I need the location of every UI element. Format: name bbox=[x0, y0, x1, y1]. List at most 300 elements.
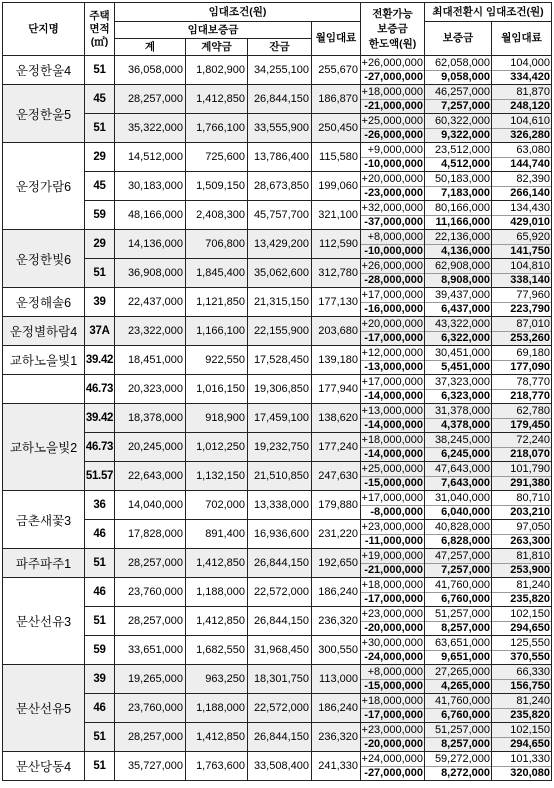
rent-after-increase: 102,150 bbox=[492, 723, 551, 738]
monthly-rent-cell: 177,130 bbox=[312, 288, 361, 317]
deposit-after-decrease: 7,643,000 bbox=[441, 477, 490, 490]
convertible-limit-increase: +12,000,000 bbox=[361, 346, 423, 359]
contract-payment-cell: 1,188,000 bbox=[186, 578, 248, 607]
convertible-limit-increase: +23,000,000 bbox=[361, 607, 423, 620]
max-conversion-deposit-cell bbox=[425, 665, 492, 694]
area-cell: 59 bbox=[85, 636, 115, 665]
deposit-after-decrease: 4,512,000 bbox=[441, 158, 490, 171]
max-conversion-deposit-cell bbox=[425, 520, 492, 549]
area-cell: 51 bbox=[85, 549, 115, 578]
convertible-limit-increase: +17,000,000 bbox=[361, 375, 423, 388]
convertible-limit-cell bbox=[361, 375, 425, 404]
monthly-rent-cell: 186,870 bbox=[312, 85, 361, 114]
rent-after-increase: 97,050 bbox=[492, 520, 551, 535]
deposit-after-decrease: 8,257,000 bbox=[441, 622, 490, 635]
contract-payment-cell: 1,682,550 bbox=[186, 636, 248, 665]
monthly-rent-cell: 115,580 bbox=[312, 143, 361, 172]
max-conversion-rent-cell bbox=[492, 56, 552, 85]
monthly-rent-cell: 231,220 bbox=[312, 520, 361, 549]
contract-payment-cell: 1,766,100 bbox=[186, 114, 248, 143]
balance-cell: 17,459,100 bbox=[248, 404, 312, 433]
max-conversion-rent-cell bbox=[492, 85, 552, 114]
deposit-total-cell: 48,166,000 bbox=[115, 201, 186, 230]
deposit-after-increase: 41,760,000 bbox=[425, 694, 491, 709]
max-conversion-deposit-cell bbox=[425, 433, 492, 462]
convertible-limit-decrease: -24,000,000 bbox=[364, 651, 423, 664]
rent-after-increase: 80,710 bbox=[492, 491, 551, 506]
rent-after-increase: 104,810 bbox=[492, 259, 551, 274]
header-rental-deposit: 임대보증금 bbox=[115, 22, 312, 39]
rent-after-decrease: 218,070 bbox=[510, 448, 550, 461]
max-conversion-deposit-cell bbox=[425, 578, 492, 607]
deposit-after-increase: 47,643,000 bbox=[425, 462, 491, 477]
deposit-after-increase: 27,265,000 bbox=[425, 665, 491, 680]
header-deposit-total: 계 bbox=[115, 39, 186, 56]
complex-name-cell bbox=[3, 375, 85, 404]
rent-after-decrease: 320,080 bbox=[510, 767, 550, 780]
max-conversion-deposit-cell bbox=[425, 346, 492, 375]
complex-name-cell: 운정한울5 bbox=[3, 85, 85, 143]
deposit-total-cell: 28,257,000 bbox=[115, 607, 186, 636]
deposit-after-increase: 50,183,000 bbox=[425, 172, 491, 187]
convertible-limit-cell bbox=[361, 172, 425, 201]
monthly-rent-cell: 192,650 bbox=[312, 549, 361, 578]
max-conversion-deposit-cell bbox=[425, 288, 492, 317]
contract-payment-cell: 725,600 bbox=[186, 143, 248, 172]
convertible-limit-decrease: -20,000,000 bbox=[364, 738, 423, 751]
contract-payment-cell: 706,800 bbox=[186, 230, 248, 259]
deposit-after-decrease: 8,908,000 bbox=[441, 274, 490, 287]
rent-after-decrease: 334,420 bbox=[510, 71, 550, 84]
convertible-limit-decrease: -11,000,000 bbox=[364, 535, 423, 548]
convertible-limit-cell bbox=[361, 143, 425, 172]
max-conversion-deposit-cell bbox=[425, 723, 492, 752]
rent-after-increase: 62,780 bbox=[492, 404, 551, 419]
convertible-limit-decrease: -10,000,000 bbox=[364, 158, 423, 171]
area-cell: 51 bbox=[85, 723, 115, 752]
rent-after-increase: 125,550 bbox=[492, 636, 551, 651]
monthly-rent-cell: 177,940 bbox=[312, 375, 361, 404]
header-max-conversion-deposit: 보증금 bbox=[425, 22, 492, 56]
max-conversion-rent-cell bbox=[492, 462, 552, 491]
max-conversion-deposit-cell bbox=[425, 172, 492, 201]
max-conversion-deposit-cell bbox=[425, 230, 492, 259]
rent-after-increase: 82,390 bbox=[492, 172, 551, 187]
area-cell: 51 bbox=[85, 114, 115, 143]
convertible-limit-decrease: -17,000,000 bbox=[364, 709, 423, 722]
rent-after-increase: 104,000 bbox=[492, 56, 551, 71]
convertible-limit-cell bbox=[361, 201, 425, 230]
convertible-limit-increase: +26,000,000 bbox=[361, 259, 423, 272]
balance-cell: 28,673,850 bbox=[248, 172, 312, 201]
max-conversion-rent-cell bbox=[492, 230, 552, 259]
complex-name-cell: 문산당동4 bbox=[3, 752, 85, 781]
rent-after-decrease: 141,750 bbox=[510, 245, 550, 258]
area-cell: 51 bbox=[85, 56, 115, 85]
contract-payment-cell: 1,412,850 bbox=[186, 549, 248, 578]
deposit-after-decrease: 4,378,000 bbox=[441, 419, 490, 432]
convertible-limit-cell bbox=[361, 607, 425, 636]
deposit-after-decrease: 6,322,000 bbox=[441, 332, 490, 345]
deposit-after-decrease: 7,183,000 bbox=[441, 187, 490, 200]
area-cell: 39.42 bbox=[85, 404, 115, 433]
rent-after-increase: 81,240 bbox=[492, 694, 551, 709]
area-cell: 51 bbox=[85, 607, 115, 636]
contract-payment-cell: 1,012,250 bbox=[186, 433, 248, 462]
rent-after-increase: 81,810 bbox=[492, 549, 551, 564]
contract-payment-cell: 2,408,300 bbox=[186, 201, 248, 230]
area-cell: 45 bbox=[85, 172, 115, 201]
header-monthly-rent: 월임대료 bbox=[312, 22, 361, 56]
convertible-limit-cell bbox=[361, 462, 425, 491]
deposit-after-increase: 39,437,000 bbox=[425, 288, 491, 303]
convertible-limit-cell bbox=[361, 665, 425, 694]
deposit-after-decrease: 6,040,000 bbox=[441, 506, 490, 519]
contract-payment-cell: 1,412,850 bbox=[186, 85, 248, 114]
monthly-rent-cell: 177,240 bbox=[312, 433, 361, 462]
convertible-limit-cell bbox=[361, 491, 425, 520]
rent-after-decrease: 266,140 bbox=[510, 187, 550, 200]
deposit-total-cell: 14,512,000 bbox=[115, 143, 186, 172]
deposit-total-cell: 20,245,000 bbox=[115, 433, 186, 462]
deposit-after-decrease: 6,437,000 bbox=[441, 303, 490, 316]
convertible-limit-cell bbox=[361, 56, 425, 85]
max-conversion-deposit-cell bbox=[425, 85, 492, 114]
contract-payment-cell: 1,188,000 bbox=[186, 694, 248, 723]
deposit-after-increase: 37,323,000 bbox=[425, 375, 491, 390]
convertible-limit-decrease: -15,000,000 bbox=[364, 477, 423, 490]
rental-conditions-table bbox=[2, 2, 552, 781]
convertible-limit-cell bbox=[361, 259, 425, 288]
deposit-total-cell: 28,257,000 bbox=[115, 85, 186, 114]
max-conversion-rent-cell bbox=[492, 114, 552, 143]
convertible-limit-increase: +19,000,000 bbox=[361, 549, 423, 562]
area-cell: 51.57 bbox=[85, 462, 115, 491]
max-conversion-deposit-cell bbox=[425, 375, 492, 404]
max-conversion-deposit-cell bbox=[425, 404, 492, 433]
convertible-limit-decrease: -26,000,000 bbox=[364, 129, 423, 142]
header-convertible-limit-line: 보증금 bbox=[377, 22, 408, 35]
max-conversion-rent-cell bbox=[492, 549, 552, 578]
deposit-after-increase: 63,651,000 bbox=[425, 636, 491, 651]
rent-after-decrease: 370,550 bbox=[510, 651, 550, 664]
balance-cell: 13,429,200 bbox=[248, 230, 312, 259]
balance-cell: 21,510,850 bbox=[248, 462, 312, 491]
rent-after-decrease: 291,380 bbox=[510, 477, 550, 490]
convertible-limit-decrease: -37,000,000 bbox=[364, 216, 423, 229]
convertible-limit-decrease: -8,000,000 bbox=[370, 506, 423, 519]
rent-after-increase: 81,870 bbox=[492, 85, 551, 100]
rent-after-decrease: 338,140 bbox=[510, 274, 550, 287]
monthly-rent-cell: 250,450 bbox=[312, 114, 361, 143]
rent-after-increase: 102,150 bbox=[492, 607, 551, 622]
convertible-limit-cell bbox=[361, 230, 425, 259]
max-conversion-deposit-cell bbox=[425, 694, 492, 723]
deposit-total-cell: 17,828,000 bbox=[115, 520, 186, 549]
deposit-total-cell: 18,451,000 bbox=[115, 346, 186, 375]
deposit-total-cell: 36,058,000 bbox=[115, 56, 186, 85]
rent-after-decrease: 179,450 bbox=[510, 419, 550, 432]
max-conversion-rent-cell bbox=[492, 143, 552, 172]
convertible-limit-increase: +20,000,000 bbox=[361, 317, 423, 330]
monthly-rent-cell: 247,630 bbox=[312, 462, 361, 491]
convertible-limit-increase: +30,000,000 bbox=[361, 636, 423, 649]
convertible-limit-cell bbox=[361, 520, 425, 549]
contract-payment-cell: 1,845,400 bbox=[186, 259, 248, 288]
area-cell: 29 bbox=[85, 143, 115, 172]
deposit-total-cell: 22,437,000 bbox=[115, 288, 186, 317]
convertible-limit-cell bbox=[361, 346, 425, 375]
complex-name-cell: 금촌새꽃3 bbox=[3, 491, 85, 549]
max-conversion-rent-cell bbox=[492, 665, 552, 694]
deposit-after-increase: 51,257,000 bbox=[425, 723, 491, 738]
convertible-limit-increase: +8,000,000 bbox=[361, 665, 424, 680]
max-conversion-rent-cell bbox=[492, 346, 552, 375]
convertible-limit-decrease: -27,000,000 bbox=[364, 71, 423, 84]
rent-after-decrease: 235,820 bbox=[510, 709, 550, 722]
convertible-limit-decrease: -13,000,000 bbox=[364, 361, 423, 374]
convertible-limit-cell bbox=[361, 317, 425, 346]
rent-after-decrease: 248,120 bbox=[510, 100, 550, 113]
convertible-limit-decrease: -15,000,000 bbox=[364, 680, 423, 693]
max-conversion-deposit-cell bbox=[425, 143, 492, 172]
max-conversion-deposit-cell bbox=[425, 491, 492, 520]
deposit-after-decrease: 8,272,000 bbox=[441, 767, 490, 780]
convertible-limit-decrease: -16,000,000 bbox=[364, 303, 423, 316]
balance-cell: 19,306,850 bbox=[248, 375, 312, 404]
contract-payment-cell: 918,900 bbox=[186, 404, 248, 433]
convertible-limit-cell bbox=[361, 752, 425, 781]
rent-after-increase: 101,330 bbox=[492, 752, 551, 767]
convertible-limit-increase: +18,000,000 bbox=[361, 85, 423, 98]
balance-cell: 33,508,400 bbox=[248, 752, 312, 781]
complex-name-cell: 파주파주1 bbox=[3, 549, 85, 578]
contract-payment-cell: 1,132,150 bbox=[186, 462, 248, 491]
contract-payment-cell: 922,550 bbox=[186, 346, 248, 375]
complex-name-cell: 운정별하람4 bbox=[3, 317, 85, 346]
rent-after-increase: 66,330 bbox=[492, 665, 551, 680]
max-conversion-rent-cell bbox=[492, 404, 552, 433]
rent-after-decrease: 203,210 bbox=[510, 506, 550, 519]
deposit-after-increase: 43,322,000 bbox=[425, 317, 491, 332]
convertible-limit-decrease: -20,000,000 bbox=[364, 622, 423, 635]
convertible-limit-decrease: -21,000,000 bbox=[364, 100, 423, 113]
deposit-after-increase: 80,166,000 bbox=[425, 201, 491, 216]
monthly-rent-cell: 138,620 bbox=[312, 404, 361, 433]
convertible-limit-increase: +23,000,000 bbox=[361, 520, 423, 533]
complex-name-cell: 문산선유5 bbox=[3, 665, 85, 752]
max-conversion-deposit-cell bbox=[425, 201, 492, 230]
complex-name-cell: 운정한울4 bbox=[3, 56, 85, 85]
deposit-after-increase: 22,136,000 bbox=[425, 230, 491, 245]
rent-after-increase: 78,770 bbox=[492, 375, 551, 390]
deposit-after-decrease: 9,058,000 bbox=[441, 71, 490, 84]
rent-after-increase: 65,920 bbox=[492, 230, 551, 245]
rent-after-decrease: 263,300 bbox=[510, 535, 550, 548]
area-cell: 45 bbox=[85, 85, 115, 114]
area-cell: 39.42 bbox=[85, 346, 115, 375]
rent-after-decrease: 253,260 bbox=[510, 332, 550, 345]
header-convertible-limit-line: 한도액(원) bbox=[368, 37, 417, 50]
convertible-limit-increase: +18,000,000 bbox=[361, 433, 423, 446]
max-conversion-rent-cell bbox=[492, 752, 552, 781]
convertible-limit-increase: +8,000,000 bbox=[361, 230, 424, 245]
header-housing-area bbox=[85, 3, 115, 56]
deposit-total-cell: 30,183,000 bbox=[115, 172, 186, 201]
monthly-rent-cell: 186,240 bbox=[312, 694, 361, 723]
max-conversion-rent-cell bbox=[492, 636, 552, 665]
deposit-total-cell: 19,265,000 bbox=[115, 665, 186, 694]
deposit-total-cell: 23,322,000 bbox=[115, 317, 186, 346]
rent-after-increase: 77,960 bbox=[492, 288, 551, 303]
monthly-rent-cell: 113,000 bbox=[312, 665, 361, 694]
header-housing-area-line: 면적 bbox=[89, 22, 110, 35]
convertible-limit-cell bbox=[361, 723, 425, 752]
area-cell: 46.73 bbox=[85, 433, 115, 462]
max-conversion-rent-cell bbox=[492, 520, 552, 549]
convertible-limit-cell bbox=[361, 549, 425, 578]
convertible-limit-increase: +18,000,000 bbox=[361, 694, 423, 707]
deposit-total-cell: 14,136,000 bbox=[115, 230, 186, 259]
convertible-limit-increase: +26,000,000 bbox=[361, 56, 423, 69]
max-conversion-rent-cell bbox=[492, 694, 552, 723]
contract-payment-cell: 1,412,850 bbox=[186, 723, 248, 752]
rent-after-decrease: 253,900 bbox=[510, 564, 550, 577]
deposit-after-decrease: 6,760,000 bbox=[441, 709, 490, 722]
deposit-after-decrease: 9,651,000 bbox=[441, 651, 490, 664]
balance-cell: 22,572,000 bbox=[248, 578, 312, 607]
deposit-after-decrease: 4,265,000 bbox=[441, 680, 490, 693]
contract-payment-cell: 963,250 bbox=[186, 665, 248, 694]
deposit-after-increase: 23,512,000 bbox=[425, 143, 491, 158]
convertible-limit-decrease: -23,000,000 bbox=[364, 187, 423, 200]
max-conversion-deposit-cell bbox=[425, 56, 492, 85]
rent-after-decrease: 326,280 bbox=[510, 129, 550, 142]
max-conversion-rent-cell bbox=[492, 259, 552, 288]
balance-cell: 35,062,600 bbox=[248, 259, 312, 288]
contract-payment-cell: 1,121,850 bbox=[186, 288, 248, 317]
deposit-after-increase: 30,451,000 bbox=[425, 346, 491, 361]
balance-cell: 13,338,000 bbox=[248, 491, 312, 520]
rent-after-increase: 81,240 bbox=[492, 578, 551, 593]
max-conversion-rent-cell bbox=[492, 317, 552, 346]
deposit-after-decrease: 7,257,000 bbox=[441, 564, 490, 577]
convertible-limit-decrease: -21,000,000 bbox=[364, 564, 423, 577]
convertible-limit-decrease: -14,000,000 bbox=[364, 390, 423, 403]
deposit-after-increase: 31,378,000 bbox=[425, 404, 491, 419]
max-conversion-deposit-cell bbox=[425, 462, 492, 491]
header-rental-conditions: 임대조건(원) bbox=[115, 3, 361, 22]
monthly-rent-cell: 255,670 bbox=[312, 56, 361, 85]
deposit-after-decrease: 6,323,000 bbox=[441, 390, 490, 403]
rent-after-decrease: 294,650 bbox=[510, 622, 550, 635]
max-conversion-rent-cell bbox=[492, 375, 552, 404]
complex-name-cell: 교하노을빛2 bbox=[3, 404, 85, 491]
deposit-total-cell: 20,323,000 bbox=[115, 375, 186, 404]
deposit-after-decrease: 7,257,000 bbox=[441, 100, 490, 113]
max-conversion-rent-cell bbox=[492, 201, 552, 230]
max-conversion-rent-cell bbox=[492, 607, 552, 636]
balance-cell: 18,301,750 bbox=[248, 665, 312, 694]
max-conversion-rent-cell bbox=[492, 578, 552, 607]
convertible-limit-cell bbox=[361, 114, 425, 143]
convertible-limit-increase: +25,000,000 bbox=[361, 462, 423, 475]
monthly-rent-cell: 112,590 bbox=[312, 230, 361, 259]
convertible-limit-increase: +17,000,000 bbox=[361, 288, 423, 301]
area-cell: 39 bbox=[85, 288, 115, 317]
deposit-after-increase: 59,272,000 bbox=[425, 752, 491, 767]
deposit-after-increase: 60,322,000 bbox=[425, 114, 491, 129]
convertible-limit-increase: +23,000,000 bbox=[361, 723, 423, 736]
header-contract-payment: 계약금 bbox=[186, 39, 248, 56]
deposit-total-cell: 14,040,000 bbox=[115, 491, 186, 520]
convertible-limit-increase: +25,000,000 bbox=[361, 114, 423, 127]
deposit-total-cell: 23,760,000 bbox=[115, 694, 186, 723]
balance-cell: 45,757,700 bbox=[248, 201, 312, 230]
max-conversion-deposit-cell bbox=[425, 607, 492, 636]
convertible-limit-cell bbox=[361, 578, 425, 607]
balance-cell: 16,936,600 bbox=[248, 520, 312, 549]
rent-after-decrease: 235,820 bbox=[510, 593, 550, 606]
deposit-total-cell: 28,257,000 bbox=[115, 549, 186, 578]
max-conversion-deposit-cell bbox=[425, 752, 492, 781]
rent-after-increase: 134,430 bbox=[492, 201, 551, 216]
header-convertible-limit-line: 전환가능 bbox=[372, 7, 413, 20]
balance-cell: 13,786,400 bbox=[248, 143, 312, 172]
balance-cell: 22,155,900 bbox=[248, 317, 312, 346]
max-conversion-rent-cell bbox=[492, 288, 552, 317]
area-cell: 36 bbox=[85, 491, 115, 520]
rent-after-decrease: 429,010 bbox=[510, 216, 550, 229]
rent-after-decrease: 156,750 bbox=[510, 680, 550, 693]
max-conversion-deposit-cell bbox=[425, 114, 492, 143]
area-cell: 46 bbox=[85, 520, 115, 549]
max-conversion-rent-cell bbox=[492, 491, 552, 520]
deposit-total-cell: 35,727,000 bbox=[115, 752, 186, 781]
deposit-after-decrease: 6,760,000 bbox=[441, 593, 490, 606]
deposit-total-cell: 28,257,000 bbox=[115, 723, 186, 752]
area-cell: 29 bbox=[85, 230, 115, 259]
area-cell: 51 bbox=[85, 752, 115, 781]
area-cell: 37A bbox=[85, 317, 115, 346]
rent-after-decrease: 223,790 bbox=[510, 303, 550, 316]
convertible-limit-decrease: -28,000,000 bbox=[364, 274, 423, 287]
max-conversion-rent-cell bbox=[492, 172, 552, 201]
monthly-rent-cell: 186,240 bbox=[312, 578, 361, 607]
deposit-after-increase: 51,257,000 bbox=[425, 607, 491, 622]
convertible-limit-increase: +13,000,000 bbox=[361, 404, 423, 417]
deposit-after-increase: 38,245,000 bbox=[425, 433, 491, 448]
monthly-rent-cell: 312,780 bbox=[312, 259, 361, 288]
monthly-rent-cell: 139,180 bbox=[312, 346, 361, 375]
monthly-rent-cell: 199,060 bbox=[312, 172, 361, 201]
deposit-after-decrease: 5,451,000 bbox=[441, 361, 490, 374]
deposit-total-cell: 35,322,000 bbox=[115, 114, 186, 143]
monthly-rent-cell: 321,100 bbox=[312, 201, 361, 230]
deposit-after-increase: 62,058,000 bbox=[425, 56, 491, 71]
max-conversion-deposit-cell bbox=[425, 636, 492, 665]
deposit-after-increase: 47,257,000 bbox=[425, 549, 491, 564]
header-balance: 잔금 bbox=[248, 39, 312, 56]
rent-after-increase: 101,790 bbox=[492, 462, 551, 477]
convertible-limit-cell bbox=[361, 85, 425, 114]
deposit-after-decrease: 9,322,000 bbox=[441, 129, 490, 142]
deposit-total-cell: 18,378,000 bbox=[115, 404, 186, 433]
rent-after-decrease: 177,090 bbox=[510, 361, 550, 374]
balance-cell: 22,572,000 bbox=[248, 694, 312, 723]
deposit-after-increase: 46,257,000 bbox=[425, 85, 491, 100]
convertible-limit-cell bbox=[361, 636, 425, 665]
